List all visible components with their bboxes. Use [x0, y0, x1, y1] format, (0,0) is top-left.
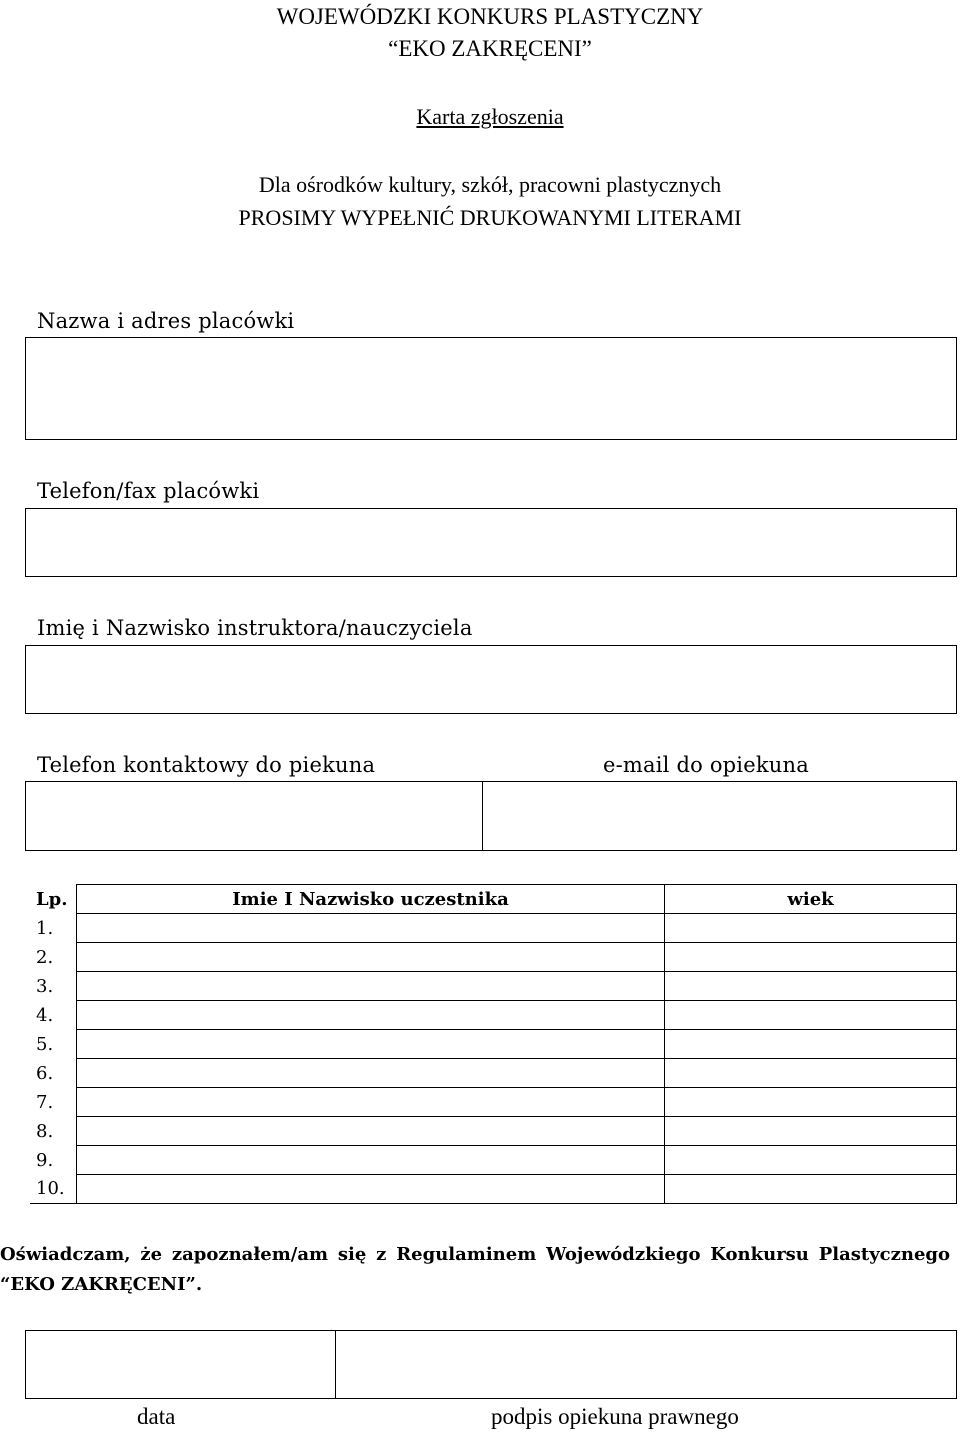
table-row: [30, 1001, 957, 1030]
table-row: [30, 943, 957, 972]
contest-title: WOJEWÓDZKI KONKURS PLASTYCZNY: [276, 4, 704, 29]
row-number: 6.: [30, 1059, 77, 1088]
row-number: 10.: [30, 1175, 77, 1204]
institution-field[interactable]: [25, 337, 957, 440]
participant-name-cell[interactable]: [77, 1088, 665, 1117]
date-label: data: [137, 1404, 176, 1429]
participant-name-cell[interactable]: [77, 1175, 665, 1204]
participant-age-cell[interactable]: [665, 1175, 957, 1204]
participant-name-cell[interactable]: [77, 972, 665, 1001]
participant-name-cell[interactable]: [77, 1117, 665, 1146]
header-age: wiek: [665, 885, 957, 914]
table-row: [30, 1175, 957, 1204]
date-field[interactable]: [25, 1330, 336, 1399]
row-number: 5.: [30, 1030, 77, 1059]
row-number: 3.: [30, 972, 77, 1001]
table-row: [30, 972, 957, 1001]
participant-age-cell[interactable]: [665, 1146, 957, 1175]
header-lp: Lp.: [30, 885, 77, 914]
guardian-email-label: e-mail do opiekuna: [603, 753, 809, 777]
table-row: [30, 1146, 957, 1175]
participant-name-cell[interactable]: [77, 1059, 665, 1088]
participant-age-cell[interactable]: [665, 1030, 957, 1059]
guardian-phone-label: Telefon kontaktowy do piekuna: [37, 753, 376, 777]
row-number: 1.: [30, 914, 77, 943]
participant-age-cell[interactable]: [665, 914, 957, 943]
signature-label: podpis opiekuna prawnego: [491, 1404, 739, 1429]
participant-name-cell[interactable]: [77, 943, 665, 972]
audience-note: Dla ośrodków kultury, szkół, pracowni plastycznych: [258, 172, 722, 197]
table-row: [30, 1059, 957, 1088]
row-number: 2.: [30, 943, 77, 972]
header-participant-name: Imie I Nazwisko uczestnika: [77, 885, 665, 914]
participant-age-cell[interactable]: [665, 1001, 957, 1030]
guardian-phone-field[interactable]: [25, 781, 483, 851]
instructor-label: Imię i Nazwisko instruktora/nauczyciela: [37, 616, 473, 640]
participant-name-cell[interactable]: [77, 1001, 665, 1030]
form-title: Karta zgłoszenia: [416, 104, 564, 129]
row-number: 9.: [30, 1146, 77, 1175]
participant-name-cell[interactable]: [77, 1030, 665, 1059]
instructor-field[interactable]: [25, 645, 957, 714]
row-number: 7.: [30, 1088, 77, 1117]
table-row: [30, 1030, 957, 1059]
phone-fax-label: Telefon/fax placówki: [37, 479, 260, 503]
participants-table: [30, 884, 957, 1204]
guardian-email-field[interactable]: [482, 781, 957, 851]
participant-name-cell[interactable]: [77, 914, 665, 943]
guardian-signature-field[interactable]: [335, 1330, 957, 1399]
fill-instruction: PROSIMY WYPEŁNIĆ DRUKOWANYMI LITERAMI: [238, 205, 742, 230]
table-row: [30, 1117, 957, 1146]
participant-age-cell[interactable]: [665, 1088, 957, 1117]
participant-name-cell[interactable]: [77, 1146, 665, 1175]
contest-name: “EKO ZAKRĘCENI”: [388, 36, 592, 61]
participant-age-cell[interactable]: [665, 943, 957, 972]
row-number: 4.: [30, 1001, 77, 1030]
participants-header-row: [30, 885, 957, 914]
participant-age-cell[interactable]: [665, 1117, 957, 1146]
table-row: [30, 914, 957, 943]
phone-fax-field[interactable]: [25, 508, 957, 577]
participant-age-cell[interactable]: [665, 1059, 957, 1088]
table-row: [30, 1088, 957, 1117]
participant-age-cell[interactable]: [665, 972, 957, 1001]
row-number: 8.: [30, 1117, 77, 1146]
institution-label: Nazwa i adres placówki: [37, 309, 295, 333]
declaration-text: Oświadczam, że zapoznałem/am się z Regulaminem Wojewódzkiego Konkursu Plastycznego “EKO ZAKRĘCENI”.: [0, 1244, 950, 1295]
